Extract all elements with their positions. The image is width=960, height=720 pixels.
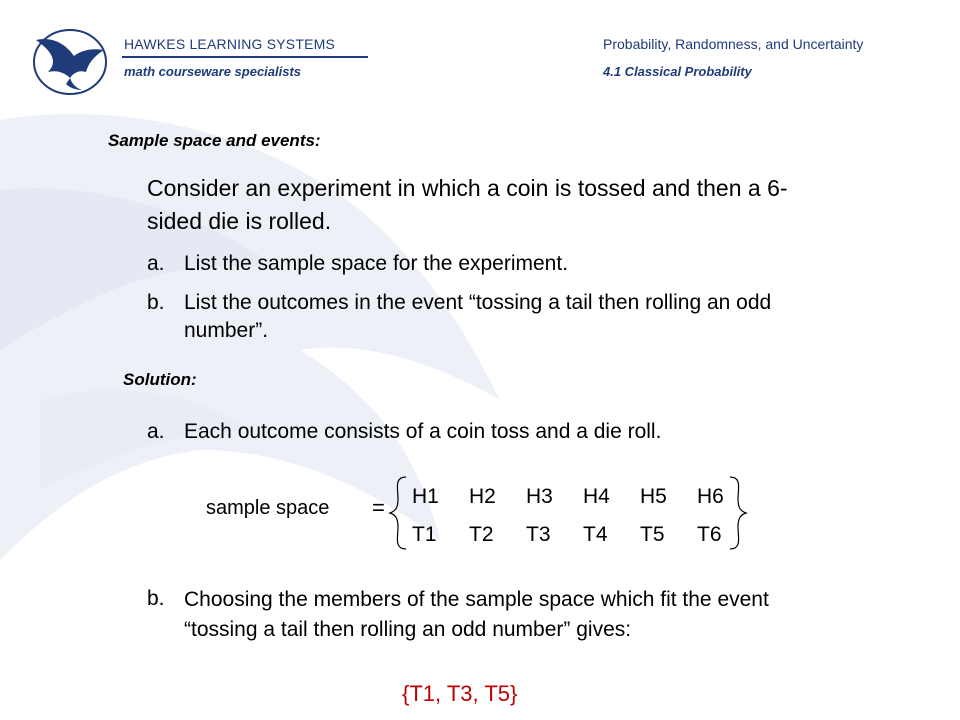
solution-a (147, 418, 847, 448)
outcome-cell: H1 (412, 485, 439, 508)
hawk-logo-icon (30, 26, 110, 96)
sample-space-set (412, 478, 754, 554)
solution-heading: Solution: (123, 370, 197, 389)
outcome-cell: T6 (697, 523, 722, 546)
event-answer: {T1, T3, T5} (402, 681, 518, 706)
course-title: Probability, Randomness, and Uncertainty (603, 36, 864, 52)
sample-space-row-tails (412, 516, 754, 554)
header-divider (122, 56, 368, 58)
outcome-cell: H6 (697, 485, 724, 508)
slide-heading: Sample space and events: (108, 131, 321, 150)
outcome-cell: H4 (583, 485, 610, 508)
outcome-cell: T5 (640, 523, 665, 546)
equals-sign: = (372, 495, 385, 520)
outcome-cell: H3 (526, 485, 553, 508)
question-b-marker: b. (147, 291, 165, 314)
outcome-cell: H5 (640, 485, 667, 508)
question-b-text: List the outcomes in the event “tossing a tail then rolling an odd number”. (184, 291, 772, 342)
question-b (147, 289, 847, 349)
sample-space-label: sample space (206, 497, 330, 519)
solution-a-marker: a. (147, 420, 165, 443)
question-a-text: List the sample space for the experiment. (184, 252, 569, 275)
outcome-cell: T4 (583, 523, 608, 546)
outcome-cell: T3 (526, 523, 551, 546)
sample-space-row-heads (412, 478, 754, 516)
problem-statement: Consider an experiment in which a coin is tossed and then a 6-sided die is rolled. (147, 175, 788, 234)
outcome-cell: T1 (412, 523, 437, 546)
solution-b-marker: b. (147, 587, 165, 610)
company-tagline: math courseware specialists (124, 64, 302, 79)
outcome-cell: H2 (469, 485, 496, 508)
company-name: HAWKES LEARNING SYSTEMS (124, 36, 336, 52)
solution-b (147, 585, 847, 677)
section-title: 4.1 Classical Probability (603, 64, 752, 79)
question-a (147, 250, 847, 280)
solution-a-text: Each outcome consists of a coin toss and a die roll. (184, 420, 662, 443)
question-a-marker: a. (147, 252, 165, 275)
solution-b-text: Choosing the members of the sample space which fit the event “tossing a tail then rolling an odd number” gives: (184, 588, 769, 641)
outcome-cell: T2 (469, 523, 494, 546)
